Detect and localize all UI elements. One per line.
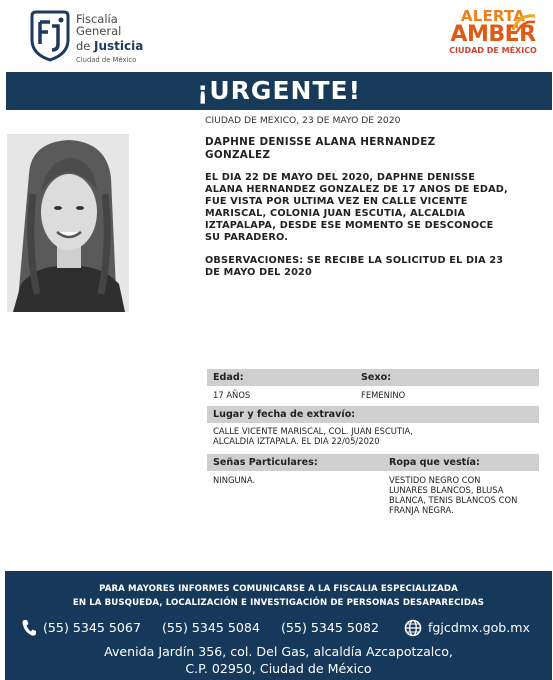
amber-line2: AMBER [450,22,536,47]
place-line2: ALCALDIA IZTAPALA. EL DIA 22/05/2020 [213,436,380,446]
sex-value: FEMENINO [361,390,406,400]
person-name-line1: DAPHNE DENISSE ALANA HERNANDEZ [205,136,436,148]
age-value: 17 AÑOS [213,390,251,400]
desc-line: FUE VISTA POR ULTIMA VEZ EN CALLE VICENTE [205,196,468,207]
phone-icon [21,619,37,637]
address-line2: C.P. 02950, Ciudad de México [185,661,372,676]
amber-swirl-icon [511,12,537,34]
fgj-wordmark [76,13,143,64]
footer-line1: PARA MAYORES INFORMES COMUNICARSE A LA FISCALIA ESPECIALIZADA [99,584,458,594]
clothes-line: LUNARES BLANCOS, BLUSA [389,485,504,495]
clothes-label: Ropa que vestía: [389,457,480,468]
missing-person-photo [7,134,129,312]
case-description [205,172,545,244]
sex-label: Sexo: [361,372,392,383]
globe-icon [404,619,422,637]
footer-line2: EN LA BUSQUEDA, LOCALIZACIÓN E INVESTIGACIÓN DE PERSONAS DESAPARECIDAS [72,598,485,608]
marks-label: Señas Particulares: [213,457,318,468]
person-name-line2: GONZALEZ [205,149,271,161]
header [0,0,553,72]
fgj-line3-prefix: de [76,39,95,54]
case-info [205,115,545,279]
fgj-line4: Ciudad de México [76,55,137,64]
desc-line: SU PARADERO. [205,232,289,243]
age-sex-header [207,369,539,386]
desc-line: EL DIA 22 DE MAYO DEL 2020, DAPHNE DENISSE [205,172,476,183]
report-date: CIUDAD DE MEXICO, 23 DE MAYO DE 2020 [205,115,401,126]
phone-number-3[interactable]: (55) 5345 5082 [281,620,379,635]
amber-line1: ALERTA [460,7,526,25]
clothes-line: VESTIDO NEGRO CON [389,475,481,485]
observations [205,255,545,279]
place-label: Lugar y fecha de extravío: [213,409,356,420]
address-line1: Avenida Jardín 356, col. Del Gas, alcaldía Azcapotzalco, [104,644,453,659]
desc-line: MARISCAL, COLONIA JUAN ESCUTIA, ALCALDIA [205,208,466,219]
phone-number-1[interactable]: (55) 5345 5067 [43,620,141,635]
clothes-line: FRANJA NEGRA. [389,505,454,515]
obs-line: DE MAYO DEL 2020 [205,267,312,278]
fgj-line3-bold: Justicia [94,39,144,54]
age-label: Edad: [213,372,244,383]
clothes-line: BLANCA, TENIS BLANCOS CON [389,495,518,505]
fgj-line2: General [76,24,122,39]
place-header [207,406,539,423]
place-line1: CALLE VICENTE MARISCAL, COL. JUAN ESCUTIA, [213,426,413,436]
person-name [205,136,545,162]
phone-number-2[interactable]: (55) 5345 5084 [162,620,260,635]
urgent-title: ¡URGENTE! [196,76,361,105]
desc-line: IZTAPALAPA, DESDE ESE MOMENTO SE DESCONOCE [205,220,494,231]
fgj-line1: Fiscalía [76,12,118,26]
desc-line: ALANA HERNANDEZ GONZALEZ DE 17 ANOS DE EDAD, [205,184,508,195]
footer [5,571,552,680]
website-link[interactable]: fgjcdmx.gob.mx [428,620,530,635]
marks-value: NINGUNA. [213,475,256,485]
obs-line: OBSERVACIONES: SE RECIBE LA SOLICITUD EL DIA 23 [205,255,504,266]
contact-row [21,619,541,639]
urgent-banner [6,72,552,110]
marks-clothes-header [207,454,539,471]
amber-line3: CIUDAD DE MÉXICO [449,46,537,55]
fgj-logo-icon [28,10,72,62]
